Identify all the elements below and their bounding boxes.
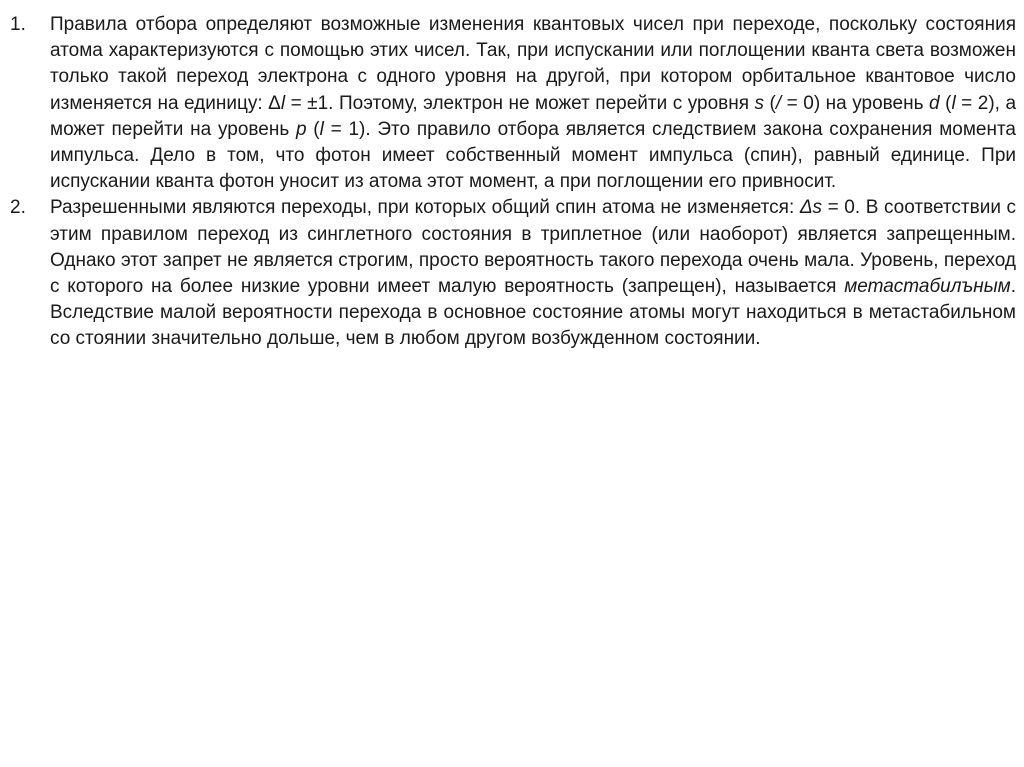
italic-symbol-l: l — [951, 92, 956, 114]
text-segment: ( — [764, 92, 776, 114]
list-item-number: 2. — [10, 197, 26, 219]
italic-symbol-l: l — [280, 92, 286, 114]
italic-symbol-d: d — [929, 92, 940, 114]
text-segment: = ±1. Поэтому, электрон не может перейти с уровня — [285, 92, 755, 114]
list-item — [10, 195, 1016, 352]
italic-symbol-s: s — [754, 92, 765, 114]
text-segment: ( — [306, 118, 320, 140]
italic-symbol-l: l — [319, 118, 324, 140]
list-item-text — [50, 12, 1016, 195]
italic-term-metastable: метастабилъным — [844, 276, 1011, 298]
list-item-number: 1. — [10, 14, 26, 35]
text-segment: = 1). Это правило отбора является следствием закона сохранения момента импульса. Дело в том, что фотон имеет собственный момент импульса (спин), равный единице. При испускании кванта фотон уносит из атома этот момент, а при поглощении его привносит. — [50, 118, 1016, 193]
text-segment: Разрешенными являются переходы, при которых общий спин атома не изменяется: — [50, 197, 800, 219]
italic-symbol-delta-s: Δs — [799, 197, 823, 219]
text-segment: . Вследствие малой вероятности перехода в основное состояние атомы могут находиться в метастабильном со стоянии значительно дольше, чем в любом другом возбужденном состоянии. — [50, 276, 1016, 350]
text-segment: Правила отбора определяют возможные изменения квантовых чисел при переходе, поскольку состояния атома характеризуются с помощью этих чисел. Так, при испускании или поглощении кванта света возможен только такой переход электрона с одного уровня на другой, при котором орбитальное квантовое число изменяется на единицу: Δ — [50, 14, 1016, 114]
selection-rules-list — [10, 12, 1016, 353]
italic-symbol-slash: / — [775, 92, 782, 114]
text-segment: ( — [939, 92, 952, 114]
italic-symbol-p: p — [295, 118, 307, 140]
text-segment: = 0. В соответствии с этим правилом переход из синглетного состояния в триплетное (или наоборот) является запрещенным. Однако этот запрет не является строгим, просто вероятность такого перехода очень мала. Уровень, переход с которого на более низкие уровни имеет малую вероятность (запрещен), называется — [50, 197, 1016, 298]
list-item — [10, 12, 1016, 195]
text-segment: = 2), а может перейти на уровень — [50, 92, 1017, 140]
list-item-text — [50, 195, 1016, 352]
text-segment: = 0) на уровень — [781, 92, 930, 114]
